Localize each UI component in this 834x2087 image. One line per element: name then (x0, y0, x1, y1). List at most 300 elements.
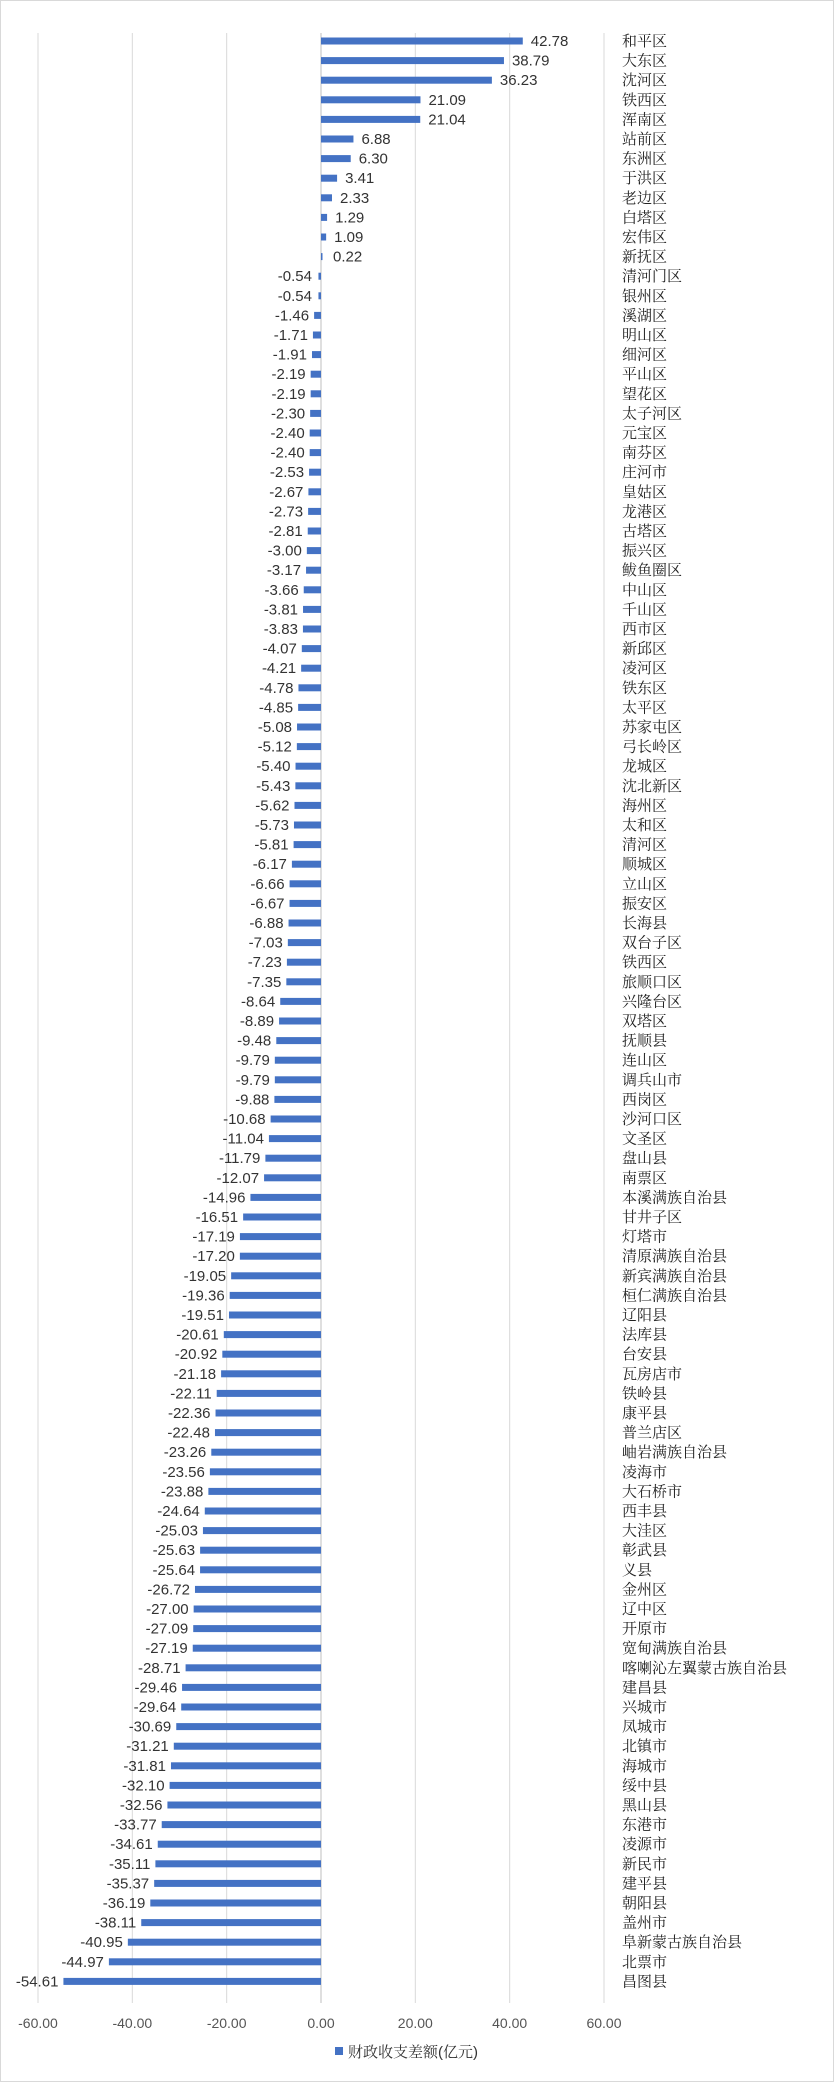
data-label: -6.67 (250, 895, 285, 913)
data-label: 6.88 (361, 131, 391, 148)
category-label: 皇姑区 (622, 483, 668, 501)
data-label: -7.03 (248, 934, 283, 952)
data-label: 3.41 (345, 170, 375, 188)
bar (292, 861, 321, 868)
category-label: 建平县 (622, 1875, 668, 1893)
category-label: 黑山县 (622, 1797, 668, 1814)
data-label: -9.79 (235, 1071, 270, 1089)
bar (264, 1174, 321, 1181)
data-label: 6.30 (358, 150, 388, 168)
data-label: -4.85 (258, 699, 294, 717)
bar (269, 1135, 321, 1142)
category-label: 调兵山市 (622, 1071, 683, 1089)
category-label: 西市区 (622, 621, 668, 638)
category-label: 辽中区 (622, 1601, 668, 1618)
data-label: -8.89 (239, 1013, 275, 1030)
bar (250, 1194, 321, 1201)
category-label: 开原市 (622, 1620, 668, 1638)
data-label: -23.56 (162, 1463, 205, 1481)
data-label: -1.46 (274, 307, 310, 325)
bar (318, 273, 321, 280)
category-label: 桓仁满族自治县 (622, 1287, 728, 1305)
category-label: 凤城市 (622, 1718, 668, 1736)
data-label: -44.97 (61, 1953, 104, 1971)
x-tick-label: 20.00 (397, 2015, 433, 2031)
bar (222, 1351, 321, 1358)
category-label: 南票区 (622, 1169, 668, 1187)
data-label: -20.92 (174, 1346, 218, 1364)
data-label: -27.09 (145, 1620, 189, 1638)
category-label: 银州区 (622, 287, 668, 305)
category-label: 凌海市 (622, 1463, 668, 1481)
category-label: 东港市 (622, 1816, 668, 1834)
data-label: -4.78 (259, 679, 294, 697)
category-label: 宏伟区 (622, 229, 668, 246)
category-label: 新宾满族自治县 (622, 1267, 728, 1285)
bar (310, 430, 321, 437)
category-label: 大洼区 (622, 1522, 668, 1540)
category-label: 千山区 (622, 601, 668, 619)
data-label: 21.09 (428, 91, 467, 109)
data-label: -8.64 (241, 993, 276, 1011)
category-label: 岫岩满族自治县 (622, 1444, 728, 1462)
data-label: -9.88 (235, 1091, 270, 1109)
data-label: -2.67 (269, 483, 304, 501)
bar (203, 1527, 321, 1534)
data-label: 1.29 (335, 209, 365, 227)
data-label: -3.81 (263, 601, 299, 619)
category-label: 海州区 (622, 797, 668, 815)
category-label: 长海县 (622, 915, 668, 932)
bar (313, 332, 321, 339)
data-label: -4.07 (262, 640, 297, 658)
data-label: -4.21 (261, 660, 297, 678)
category-label: 昌图县 (622, 1973, 668, 1991)
bar (171, 1762, 321, 1769)
bar (240, 1233, 321, 1240)
bar (290, 900, 321, 907)
category-label: 本溪满族自治县 (622, 1189, 728, 1207)
category-label: 旅顺口区 (622, 973, 683, 991)
bar (308, 528, 321, 535)
data-label: -31.81 (123, 1757, 166, 1775)
bar (307, 547, 321, 554)
data-label: -16.51 (195, 1209, 239, 1226)
bar (321, 194, 332, 201)
bar (308, 488, 321, 495)
data-label: -20.61 (176, 1326, 219, 1344)
data-label: -26.72 (147, 1581, 190, 1599)
data-label: -14.96 (202, 1189, 246, 1207)
data-label: -3.17 (266, 562, 302, 580)
category-label: 龙城区 (622, 758, 668, 776)
x-tick-label: -20.00 (206, 2015, 247, 2031)
category-label: 和平区 (622, 33, 668, 50)
category-label: 盖州市 (622, 1914, 668, 1932)
category-label: 明山区 (622, 327, 668, 344)
category-label: 大石桥市 (622, 1483, 683, 1501)
bar (321, 77, 492, 84)
category-label: 清河门区 (622, 268, 683, 286)
category-label: 南芬区 (622, 444, 668, 462)
data-label: -22.11 (170, 1385, 212, 1403)
bar (321, 96, 420, 103)
x-tick-label: -40.00 (112, 2015, 153, 2031)
category-label: 凌源市 (622, 1836, 668, 1854)
bar (176, 1723, 321, 1730)
data-label: -29.64 (133, 1699, 177, 1716)
bar (286, 978, 321, 985)
category-label: 新邱区 (622, 640, 668, 658)
data-label: -6.66 (250, 875, 285, 893)
bar (271, 1116, 321, 1123)
category-label: 北票市 (622, 1953, 668, 1971)
category-label: 太子河区 (622, 405, 683, 423)
data-label: -3.66 (264, 581, 299, 599)
legend-label: 财政收支差额(亿元) (348, 2044, 478, 2061)
data-label: -1.91 (272, 346, 307, 364)
data-label: -22.36 (167, 1405, 211, 1422)
data-label: 42.78 (530, 33, 569, 50)
bar (310, 410, 321, 417)
x-tick-label: 60.00 (586, 2015, 622, 2031)
category-label: 浑南区 (622, 111, 668, 129)
data-label: -28.71 (138, 1659, 181, 1677)
category-label: 西岗区 (622, 1091, 668, 1109)
bar (314, 312, 321, 319)
category-label: 甘井子区 (622, 1209, 683, 1226)
bar (243, 1214, 321, 1221)
data-label: -5.62 (255, 797, 290, 815)
bar (289, 920, 321, 927)
bar (288, 939, 321, 946)
bar (205, 1508, 321, 1515)
data-label: -2.73 (268, 503, 304, 521)
bar (141, 1919, 321, 1926)
data-label: 36.23 (499, 72, 538, 90)
x-tick-label: 40.00 (492, 2015, 528, 2031)
data-label: -5.81 (254, 836, 289, 854)
data-label: 1.09 (334, 229, 364, 246)
bar (224, 1331, 321, 1338)
category-label: 站前区 (622, 131, 668, 148)
bar (310, 449, 321, 456)
data-label: -29.46 (134, 1679, 178, 1697)
category-label: 铁岭县 (622, 1385, 668, 1403)
category-label: 凌河区 (622, 660, 668, 678)
bar (318, 292, 321, 299)
data-label: -25.03 (155, 1522, 198, 1540)
category-label: 绥中县 (622, 1777, 668, 1795)
bar (321, 136, 353, 143)
data-label: -5.12 (257, 738, 292, 756)
data-label: -30.69 (128, 1718, 172, 1736)
category-label: 白塔区 (622, 209, 668, 227)
bar (200, 1566, 321, 1573)
bar (295, 782, 321, 789)
bar (294, 822, 321, 829)
data-label: -2.30 (270, 405, 306, 423)
legend-swatch (335, 2047, 343, 2055)
category-label: 望花区 (622, 385, 668, 403)
data-label: -34.61 (110, 1836, 153, 1854)
data-label: -19.05 (183, 1267, 227, 1285)
category-label: 义县 (622, 1561, 653, 1579)
data-label: -31.21 (126, 1738, 169, 1756)
category-label: 抚顺县 (622, 1032, 668, 1050)
category-label: 兴城市 (622, 1699, 668, 1716)
bar (308, 508, 321, 515)
category-label: 沈北新区 (622, 777, 683, 795)
category-label: 顺城区 (622, 856, 668, 874)
bar (231, 1272, 321, 1279)
data-label: -9.79 (235, 1052, 270, 1070)
data-label: -2.53 (269, 464, 305, 482)
bar (298, 704, 321, 711)
data-label: -5.08 (257, 719, 293, 736)
bar (304, 586, 321, 593)
category-label: 振安区 (622, 895, 668, 913)
data-label: -5.43 (256, 777, 291, 795)
category-label: 铁西区 (622, 954, 668, 972)
bar (280, 998, 321, 1005)
bar (290, 880, 321, 887)
bar (297, 724, 321, 731)
data-label: -0.54 (277, 268, 312, 286)
bar (128, 1939, 321, 1946)
category-label: 元宝区 (622, 425, 668, 442)
category-label: 清原满族自治县 (622, 1248, 728, 1266)
bar (297, 743, 321, 750)
data-label: -6.17 (252, 856, 287, 874)
data-label: -11.04 (222, 1130, 264, 1148)
category-label: 喀喇沁左翼蒙古族自治县 (622, 1659, 788, 1677)
bar (158, 1841, 321, 1848)
data-label: -10.68 (223, 1111, 266, 1128)
bar (174, 1743, 321, 1750)
category-label: 太和区 (622, 817, 668, 834)
bar (170, 1782, 321, 1789)
category-label: 清河区 (622, 836, 668, 854)
category-label: 兴隆台区 (622, 993, 683, 1011)
category-label: 细河区 (622, 346, 668, 364)
category-label: 金州区 (622, 1581, 668, 1599)
data-label: -17.20 (192, 1248, 235, 1266)
bar (301, 665, 321, 672)
bar (167, 1802, 321, 1809)
data-label: -3.83 (263, 621, 298, 638)
bar (294, 802, 321, 809)
category-label: 海城市 (622, 1757, 668, 1775)
bar (154, 1880, 321, 1887)
category-label: 宽甸满族自治县 (622, 1640, 728, 1658)
category-label: 沙河口区 (622, 1111, 683, 1128)
bar (162, 1821, 321, 1828)
category-label: 瓦房店市 (622, 1365, 683, 1383)
category-label: 普兰店区 (622, 1424, 683, 1442)
category-label: 立山区 (622, 875, 668, 893)
data-label: -22.48 (167, 1424, 210, 1442)
bar (63, 1978, 321, 1985)
category-label: 弓长岭区 (622, 738, 683, 756)
bar (321, 234, 326, 241)
data-label: -19.36 (182, 1287, 225, 1305)
category-label: 盘山县 (622, 1150, 668, 1168)
data-label: -7.35 (247, 973, 282, 991)
data-label: 2.33 (339, 189, 370, 207)
category-label: 于洪区 (622, 170, 668, 188)
category-label: 庄河市 (622, 464, 668, 482)
data-label: -33.77 (114, 1816, 157, 1834)
bar (265, 1155, 321, 1162)
category-label: 中山区 (622, 581, 668, 599)
category-label: 西丰县 (622, 1503, 668, 1520)
bar (274, 1096, 321, 1103)
category-label: 沈河区 (622, 72, 668, 90)
bar (211, 1449, 321, 1456)
bar (302, 645, 321, 652)
bar (311, 371, 321, 378)
bar (221, 1370, 321, 1377)
data-label: -35.37 (106, 1875, 150, 1893)
bar (217, 1390, 321, 1397)
category-label: 双塔区 (622, 1013, 668, 1030)
data-label: -25.64 (152, 1561, 196, 1579)
bar (311, 390, 321, 397)
bar (182, 1684, 321, 1691)
category-label: 灯塔市 (622, 1228, 668, 1246)
data-label: -12.07 (216, 1169, 260, 1187)
legend (335, 2043, 478, 2061)
bar (155, 1860, 321, 1867)
data-label: -2.40 (270, 425, 305, 442)
data-label: -2.81 (268, 523, 303, 540)
category-label: 苏家屯区 (622, 719, 683, 736)
x-tick-label: 0.00 (307, 2015, 335, 2031)
category-label: 龙港区 (622, 503, 668, 521)
data-label: -23.88 (160, 1483, 204, 1501)
bar (275, 1057, 321, 1064)
category-label: 铁西区 (622, 91, 668, 109)
category-label: 振兴区 (622, 542, 668, 560)
data-label: -11.79 (218, 1150, 261, 1168)
bar (200, 1547, 321, 1554)
data-label: -54.61 (15, 1973, 59, 1991)
data-label: -32.56 (119, 1797, 163, 1814)
category-label: 鲅鱼圈区 (622, 562, 683, 580)
bar (287, 959, 321, 966)
category-label: 朝阳县 (622, 1895, 668, 1912)
bar (195, 1586, 321, 1593)
data-label: -27.19 (145, 1640, 188, 1658)
data-label: -38.11 (94, 1914, 137, 1932)
category-label: 阜新蒙古族自治县 (622, 1934, 743, 1952)
category-label: 平山区 (622, 366, 668, 384)
category-label: 双台子区 (622, 934, 683, 952)
bar (276, 1037, 321, 1044)
category-label: 文圣区 (622, 1130, 668, 1148)
bar (309, 469, 321, 476)
category-label: 太平区 (622, 699, 668, 717)
category-label: 辽阳县 (622, 1307, 668, 1324)
category-label: 溪湖区 (622, 307, 668, 325)
bar (208, 1488, 321, 1495)
data-label: -3.00 (267, 542, 302, 560)
x-tick-label: -60.00 (18, 2015, 58, 2031)
category-label: 连山区 (622, 1052, 668, 1070)
data-label: -2.19 (271, 366, 306, 384)
bar (279, 1018, 321, 1025)
data-label: -25.63 (152, 1542, 196, 1560)
category-label: 老边区 (622, 189, 668, 207)
data-label: -19.51 (181, 1307, 224, 1324)
bar (193, 1645, 321, 1652)
category-label: 法库县 (622, 1326, 668, 1344)
category-label: 新民市 (622, 1855, 668, 1873)
data-label: 0.22 (333, 248, 363, 266)
data-label: -27.00 (146, 1601, 189, 1618)
data-label: -21.18 (173, 1365, 217, 1383)
bar (240, 1253, 321, 1260)
bar (216, 1410, 321, 1417)
data-label: -23.26 (163, 1444, 207, 1462)
bar (321, 116, 420, 123)
bar (294, 841, 321, 848)
data-label: -32.10 (122, 1777, 165, 1795)
data-label: -5.40 (256, 758, 291, 776)
category-label: 北镇市 (622, 1738, 668, 1756)
bar (303, 606, 321, 613)
category-label: 台安县 (622, 1346, 668, 1364)
data-label: -6.88 (249, 915, 284, 932)
data-label: -17.19 (192, 1228, 235, 1246)
data-label: -40.95 (80, 1934, 123, 1952)
bar (194, 1606, 321, 1613)
bar (298, 684, 321, 691)
category-label: 铁东区 (622, 679, 668, 697)
data-label: -36.19 (102, 1895, 146, 1912)
bar (109, 1958, 321, 1965)
bar (321, 175, 337, 182)
bar (303, 626, 321, 633)
data-label: -2.19 (271, 385, 306, 403)
data-label: 21.04 (428, 111, 466, 129)
bar (321, 155, 351, 162)
data-label: -0.54 (277, 287, 312, 305)
bar (230, 1292, 321, 1299)
category-label: 康平县 (622, 1405, 668, 1422)
data-label: -1.71 (273, 327, 308, 344)
bar (321, 57, 504, 64)
bar (321, 214, 327, 221)
bar (186, 1664, 321, 1671)
data-label: -2.40 (270, 444, 305, 462)
bar (306, 567, 321, 574)
category-label: 建昌县 (622, 1679, 668, 1697)
category-label: 东洲区 (622, 150, 668, 168)
bar (321, 38, 523, 45)
bar (312, 351, 321, 358)
bar (193, 1625, 321, 1632)
data-label: -9.48 (237, 1032, 272, 1050)
bar (321, 253, 323, 260)
bar (275, 1076, 321, 1083)
category-label: 大东区 (622, 52, 668, 70)
bar (215, 1429, 321, 1436)
category-label: 古塔区 (622, 523, 668, 540)
bar (296, 763, 321, 770)
bar (181, 1704, 321, 1711)
